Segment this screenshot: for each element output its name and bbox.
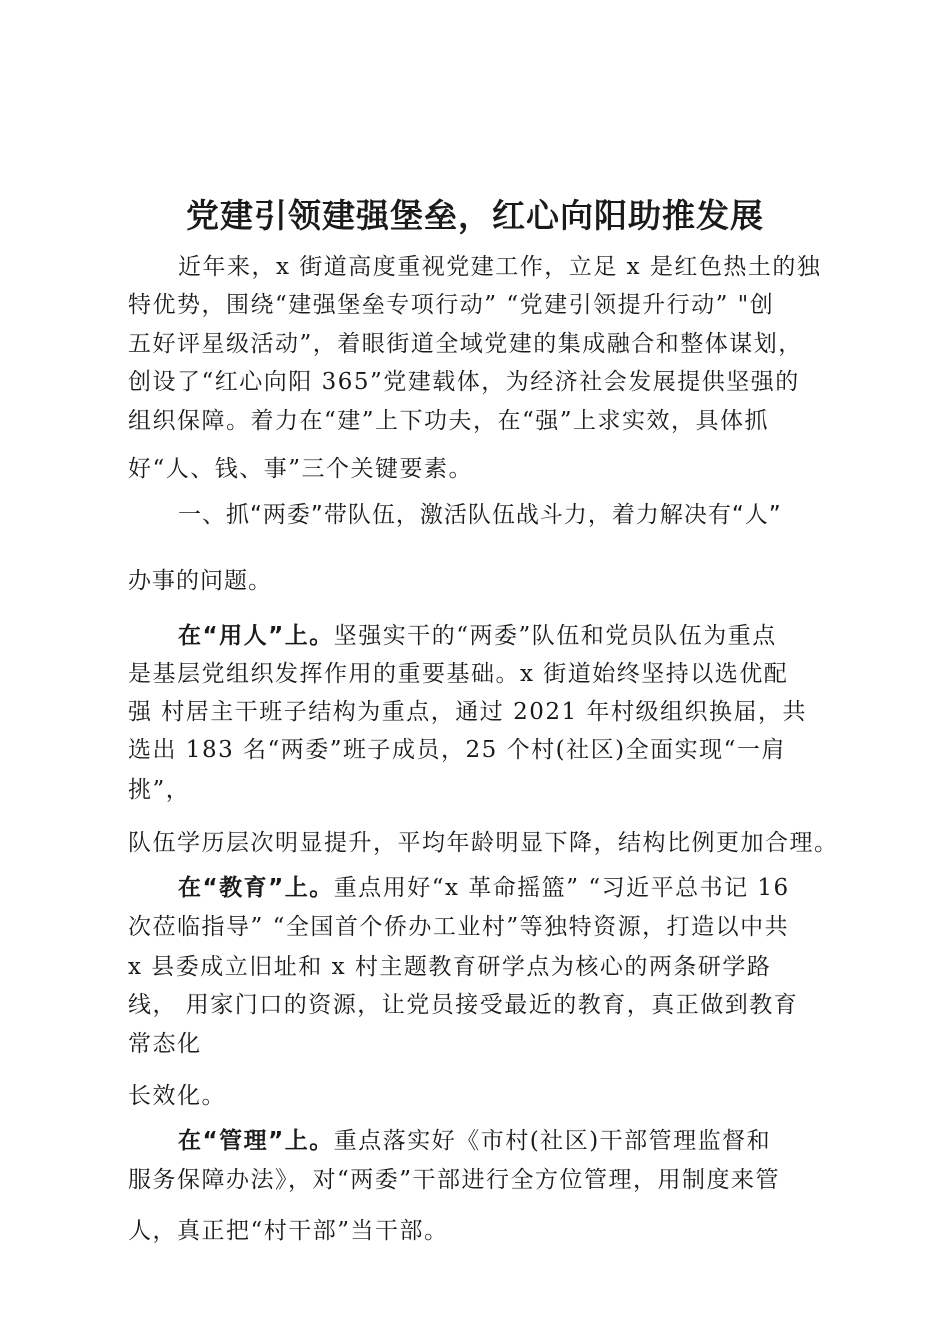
paragraph-yongren-line: 队伍学历层次明显提升，平均年龄明显下降，结构比例更加合理。 bbox=[128, 830, 839, 856]
paragraph-yongren-line bbox=[178, 621, 777, 651]
intro-line: 特优势，围绕“建强堡垒专项行动” “党建引领提升行动” "创 bbox=[128, 292, 775, 318]
paragraph-text: 重点落实好《市村(社区)干部管理监督和 bbox=[333, 1128, 772, 1154]
paragraph-guanli-line: 服务保障办法》，对“两委”干部进行全方位管理，用制度来管 bbox=[128, 1167, 781, 1193]
paragraph-lead: 在“管理”上。 bbox=[178, 1128, 334, 1154]
paragraph-guanli-line: 人，真正把“村干部”当干部。 bbox=[128, 1218, 449, 1244]
intro-line: 近年来，x 街道高度重视党建工作，立足 x 是红色热土的独 bbox=[178, 254, 822, 280]
paragraph-yongren-line: 是基层党组织发挥作用的重要基础。x 街道始终坚持以选优配 bbox=[128, 661, 789, 687]
section-heading-continued: 办事的问题。 bbox=[128, 568, 272, 594]
paragraph-yongren-line: 选出 183 名“两委”班子成员，25 个村(社区)全面实现“一肩 bbox=[128, 737, 786, 763]
paragraph-yongren-line: 强 村居主干班子结构为重点，通过 2021 年村级组织换届，共 bbox=[128, 699, 807, 725]
intro-line: 五好评星级活动”，着眼街道全域党建的集成融合和整体谋划， bbox=[128, 331, 803, 357]
intro-line: 组织保障。着力在“建”上下功夫，在“强”上求实效，具体抓 bbox=[128, 408, 770, 434]
paragraph-jiaoyu-line: 次莅临指导” “全国首个侨办工业村”等独特资源，打造以中共 bbox=[128, 914, 790, 940]
paragraph-jiaoyu-line: 常态化 bbox=[128, 1031, 202, 1057]
paragraph-guanli-line bbox=[178, 1126, 771, 1156]
intro-line: 创设了“红心向阳 365”党建载体，为经济社会发展提供坚强的 bbox=[128, 369, 800, 395]
document-title: 党建引领建强堡垒，红心向阳助推发展 bbox=[186, 196, 764, 235]
paragraph-text: 重点用好“x 革命摇篮” “习近平总书记 16 bbox=[333, 875, 790, 901]
paragraph-jiaoyu-line: 线， 用家门口的资源，让党员接受最近的教育，真正做到教育 bbox=[128, 992, 799, 1018]
section-heading: 一、抓“两委”带队伍，激活队伍战斗力，着力解决有“人” bbox=[178, 502, 782, 528]
paragraph-lead: 在“教育”上。 bbox=[178, 875, 334, 901]
paragraph-jiaoyu-line bbox=[178, 873, 790, 903]
paragraph-jiaoyu-line: 长效化。 bbox=[128, 1083, 226, 1109]
paragraph-yongren-line: 挑”， bbox=[128, 777, 191, 803]
paragraph-lead: 在“用人”上。 bbox=[178, 623, 334, 649]
paragraph-text: 坚强实干的“两委”队伍和党员队伍为重点 bbox=[333, 623, 777, 649]
intro-line: 好“人、钱、事”三个关键要素。 bbox=[128, 456, 474, 482]
paragraph-jiaoyu-line: x 县委成立旧址和 x 村主题教育研学点为核心的两条研学路 bbox=[128, 954, 772, 980]
